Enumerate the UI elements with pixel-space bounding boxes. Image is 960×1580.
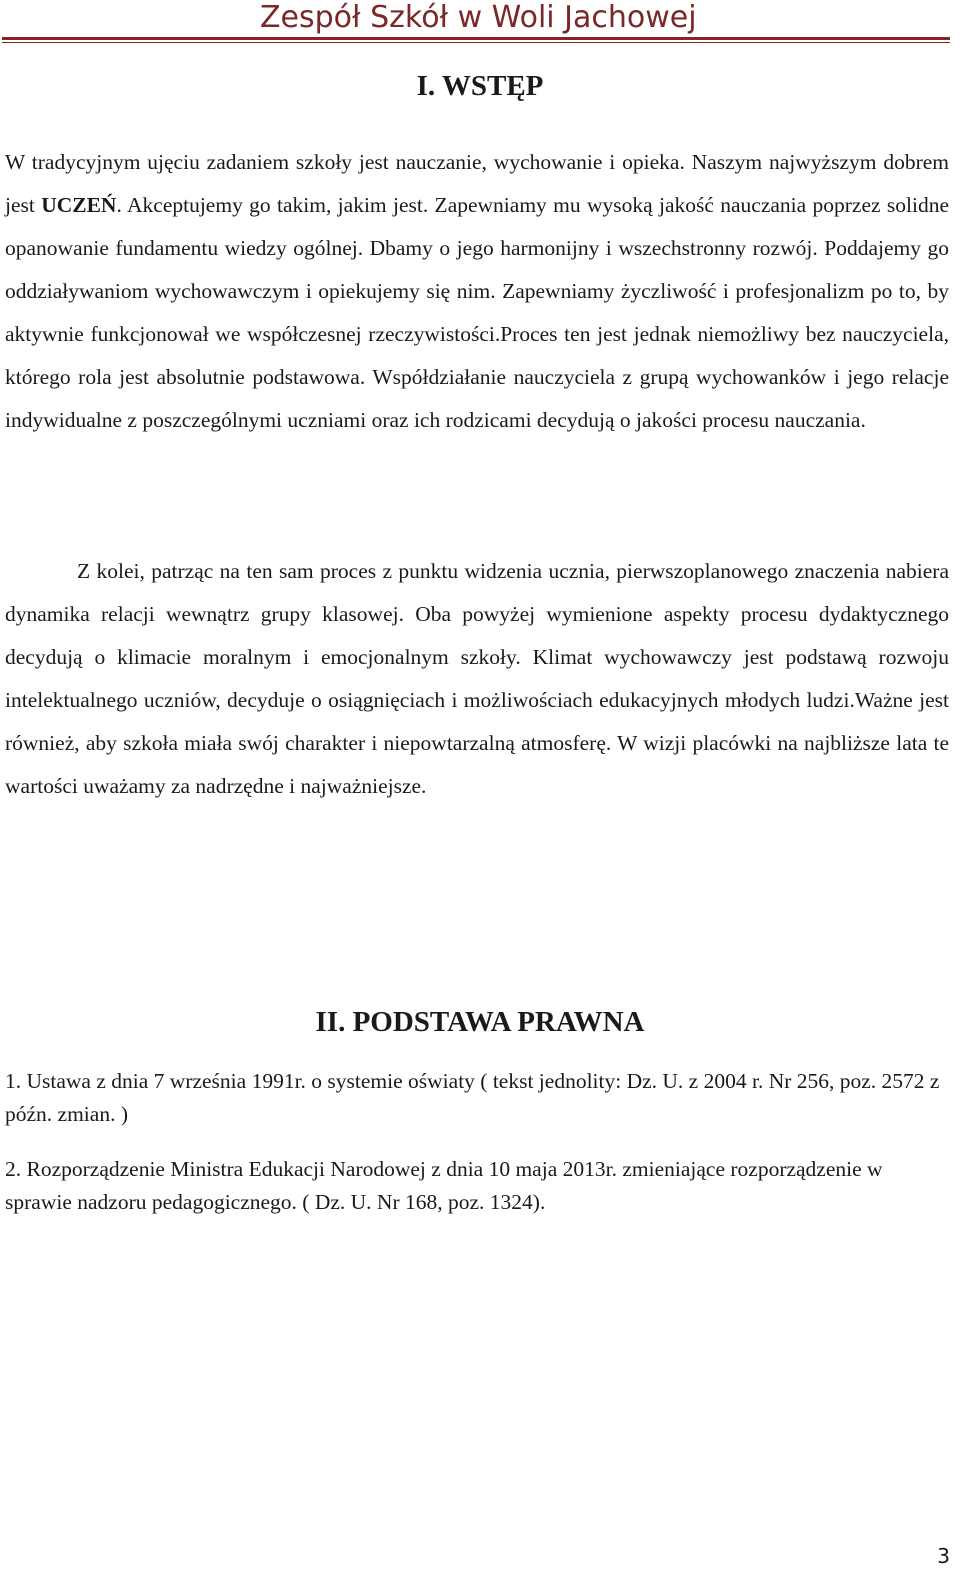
intro-paragraph-1 (5, 141, 949, 442)
section-heading-wstep: I. WSTĘP (416, 70, 544, 102)
legal-basis-item-1: 1. Ustawa z dnia 7 września 1991r. o systemie oświaty ( tekst jednolity: Dz. U. z 2004 r. Nr 256, poz. 2572 z późn. zmian. ) (5, 1069, 940, 1126)
paragraph-text: Z kolei, patrząc na ten sam proces z punktu widzenia ucznia, pierwszoplanowego znaczenia nabiera dynamika relacji wewnątrz grupy klasowej. Oba powyżej wymienione aspekty procesu dydaktycznego decydują o klimacie moralnym i emocjonalnym szkoły. Klimat wychowawczy jest podstawą rozwoju intelektualnego uczniów, decyduje o osiągnięciach i możliwościach edukacyjnych młodych ludzi.Ważne jest również, aby szkoła miała swój charakter i niepowtarzalną atmosferę. W wizji placówki na najbliższe lata te wartości uważamy za nadrzędne i najważniejsze. (5, 559, 949, 798)
legal-basis-item-2: 2. Rozporządzenie Ministra Edukacji Narodowej z dnia 10 maja 2013r. zmieniające rozporządzenie w sprawie nadzoru pedagogicznego. ( Dz. U. Nr 168, poz. 1324). (5, 1157, 883, 1214)
document-header-title: Zespół Szkół w Woli Jachowej (260, 0, 697, 35)
section-heading-podstawa-prawna: II. PODSTAWA PRAWNA (315, 1006, 645, 1038)
intro-paragraph-2 (5, 550, 949, 808)
header-rule (2, 37, 950, 40)
bold-term: UCZEŃ (41, 193, 117, 217)
paragraph-text: W tradycyjnym ujęciu zadaniem szkoły jest nauczanie, wychowanie i opieka. Naszym najwyższym dobrem jest (5, 150, 949, 217)
paragraph-text: . Akceptujemy go takim, jakim jest. Zapewniamy mu wysoką jakość nauczania poprzez solidne opanowanie fundamentu wiedzy ogólnej. Dbamy o jego harmonijny i wszechstronny rozwój. Poddajemy go oddziaływaniom wychowawczym i opiekujemy się nim. Zapewniamy życzliwość i profesjonalizm po to, by aktywnie funkcjonował we współczesnej rzeczywistości.Proces ten jest jednak niemożliwy bez nauczyciela, którego rola jest absolutnie podstawowa. Współdziałanie nauczyciela z grupą wychowanków i jego relacje indywidualne z poszczególnymi uczniami oraz ich rodzicami decydują o jakości procesu nauczania. (5, 193, 949, 432)
page-number: 3 (937, 1544, 950, 1568)
header-rule-thin (2, 42, 950, 43)
